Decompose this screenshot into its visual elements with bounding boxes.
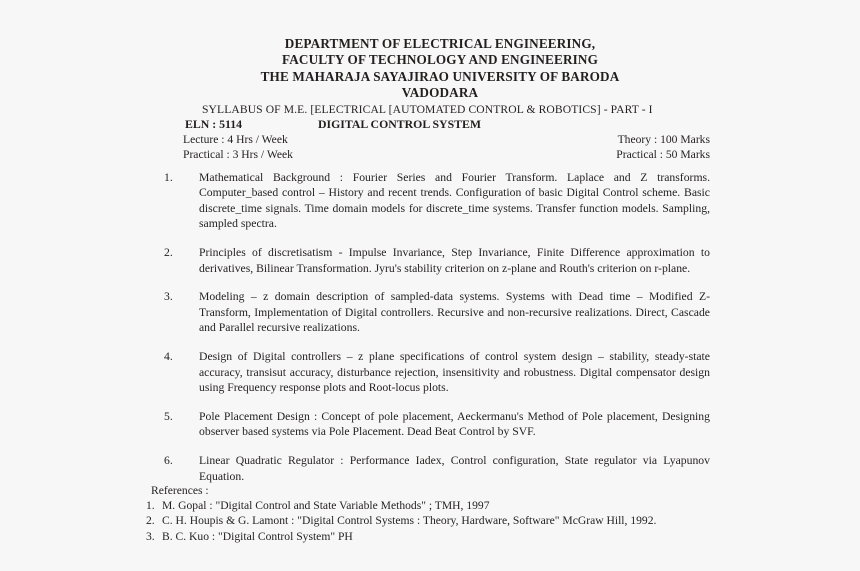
institution-header (180, 36, 700, 102)
syllabus-program-line: SYLLABUS OF M.E. [ELECTRICAL [AUTOMATED CONTROL & ROBOTICS] - PART - I (202, 103, 653, 116)
header-line-department: DEPARTMENT OF ELECTRICAL ENGINEERING, (284, 36, 596, 51)
reference-number: 3. (146, 529, 155, 543)
topic-item (164, 409, 710, 440)
syllabus-topics-list (164, 170, 710, 498)
reference-number: 2. (146, 514, 155, 528)
topic-item (164, 245, 710, 276)
reference-item (146, 513, 716, 528)
topic-item (164, 170, 710, 232)
topic-text: Principles of discretisatism - Impulse Invariance, Step Invariance, Finite Difference approximation to derivatives, Bilinear Transformation. Jyru's stability criterion on z-plane and Routh's criterion on r-plane. (199, 246, 710, 275)
course-code-row (185, 117, 710, 131)
topic-text: Pole Placement Design : Concept of pole placement, Aeckermanu's Method of Pole placement, Designing observer based systems via Pole Placement. Dead Beat Control by SVF. (199, 409, 710, 439)
header-line-faculty: FACULTY OF TECHNOLOGY AND ENGINEERING (282, 52, 598, 68)
topic-text: Linear Quadratic Regulator : Performance Iadex, Control configuration, State regulator via Lyapunov Equation. (199, 454, 710, 483)
topic-number: 2. (164, 246, 173, 260)
topic-number: 4. (164, 350, 173, 364)
reference-number: 1. (146, 499, 155, 512)
references-section (146, 483, 716, 544)
course-code: ELN : 5114 (185, 117, 243, 131)
reference-text: B. C. Kuo : "Digital Control System" PH (162, 529, 353, 543)
course-title: DIGITAL CONTROL SYSTEM (318, 117, 482, 131)
topic-text: Modeling – z domain description of sampled-data systems. Systems with Dead time – Modified Z-Transform, Implementation of Digital controllers. Recursive and non-recursive realizations. Direct, Cascade and Parallel recursive realizations. (199, 290, 710, 335)
topic-text: Design of Digital controllers – z plane specifications of control system design – stability, steady-state accuracy, transisut accuracy, disturbance rejection, insensitivity and robustness. Digital compensator design using Frequency response plots and Root-locus plots. (199, 350, 710, 394)
practical-hours: Practical : 3 Hrs / Week (183, 148, 293, 161)
topic-number: 5. (164, 409, 173, 423)
topic-item (164, 289, 710, 335)
header-line-city: VADODARA (401, 85, 479, 101)
reference-item (146, 529, 716, 544)
topic-text: Mathematical Background : Fourier Series and Fourier Transform. Laplace and Z transforms. Computer_based control – History and recent trends. Configuration of basic Digital Control scheme. Basic discrete_time signals. Time domain models for discrete_time systems. Transfer function models. Sampling, sampled spectra. (199, 171, 710, 231)
topic-number: 1. (164, 171, 173, 184)
header-line-university: THE MAHARAJA SAYAJIRAO UNIVERSITY OF BARODA (260, 68, 620, 84)
reference-item (146, 498, 716, 513)
topic-item (164, 349, 710, 395)
topic-item (164, 453, 710, 484)
reference-text: M. Gopal : "Digital Control and State Variable Methods" ; TMH, 1997 (162, 499, 490, 512)
references-heading: References : (151, 484, 209, 497)
course-meta-row-lecture (183, 132, 710, 147)
topic-number: 6. (164, 454, 173, 468)
practical-marks: Practical : 50 Marks (616, 148, 710, 161)
course-meta-row-practical (183, 147, 710, 162)
theory-marks: Theory : 100 Marks (617, 133, 710, 146)
reference-text: C. H. Houpis & G. Lamont : "Digital Control Systems : Theory, Hardware, Software" McGraw Hill, 1992. (162, 514, 657, 528)
topic-number: 3. (164, 290, 173, 304)
lecture-hours: Lecture : 4 Hrs / Week (183, 133, 288, 146)
